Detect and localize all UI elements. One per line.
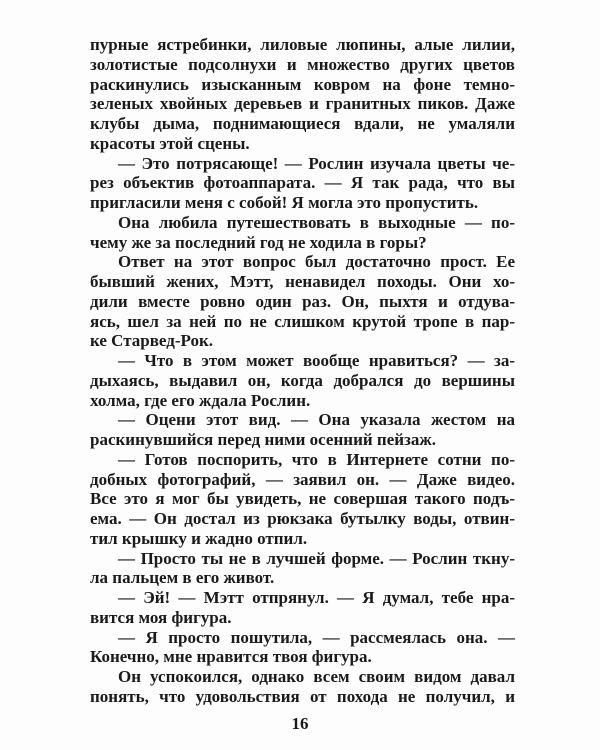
- text-line: понять, что удовольствия от похода не получил, и: [90, 686, 515, 706]
- text-line: — Эй! — Мэтт отпрянул. — Я думал, тебе нра-: [118, 588, 515, 607]
- text-line: Ответ на этот вопрос был достаточно прост. Ее: [118, 252, 515, 272]
- text-line: ке Старвед-Рок.: [90, 331, 214, 351]
- text-line: Конечно, мне нравится твоя фигура.: [90, 647, 372, 667]
- text-line: холма, где его ждала Рослин.: [90, 390, 311, 410]
- text-line: Все это я мог бы увидеть, не совершая такого подъ-: [90, 489, 515, 509]
- text-line: пригласили меня с собой! Я могла это пропустить.: [90, 193, 479, 212]
- text-line: — Это потрясающе! — Рослин изучала цветы че-: [118, 153, 515, 173]
- text-line: — Готов поспорить, что в Интернете сотни по-: [118, 449, 515, 469]
- text-line: дили вместе ровно один раз. Он, пыхтя и отдува-: [90, 291, 515, 311]
- text-line: Она любила путешествовать в выходные — по-: [118, 212, 515, 232]
- text-line: пурные ястребинки, лиловые люпины, алые лилии,: [90, 35, 515, 54]
- text-line: дыхаясь, выдавил он, когда добрался до вершины: [90, 370, 515, 390]
- text-line: добных фотографий, — заявил он. — Даже видео.: [90, 469, 515, 489]
- text-line: раскинувшийся перед ними осенний пейзаж.: [90, 430, 436, 449]
- text-line: — Оцени этот вид. — Она указала жестом на: [118, 410, 515, 430]
- text-line: чему же за последний год не ходила в горы?: [90, 232, 427, 252]
- text-line: клубы дыма, поднимающиеся вдали, не умаляли: [90, 114, 515, 133]
- text-line: зеленых хвойных деревьев и гранитных пиков. Даже: [90, 94, 515, 114]
- body-text: [90, 35, 515, 707]
- text-line: ясь, шел за ней по не слишком крутой тропе в пар-: [90, 311, 515, 331]
- page-number: 16: [291, 714, 309, 733]
- text-line: раскинулись изысканным ковром на фоне темно-: [90, 74, 515, 94]
- text-line: — Что в этом может вообще нравиться? — за-: [118, 351, 515, 370]
- text-line: ла пальцем в его живот.: [90, 568, 275, 588]
- text-line: ема. — Он достал из рюкзака бутылку воды, отвин-: [90, 509, 515, 528]
- text-line: — Просто ты не в лучшей форме. — Рослин ткну-: [118, 548, 515, 568]
- text-line: вится моя фигура.: [90, 607, 232, 627]
- text-line: бывший жених, Мэтт, ненавидел походы. Они хо-: [90, 272, 515, 291]
- text-line: — Я просто пошутила, — рассмеялась она. —: [118, 627, 515, 647]
- text-line: Он успокоился, однако всем своим видом давал: [118, 667, 515, 686]
- text-line: золотистые подсолнухи и множество других цветов: [90, 54, 515, 74]
- text-line: тил крышку и жадно отпил.: [90, 528, 308, 548]
- text-line: рез объектив фотоаппарата. — Я так рада, что вы: [90, 173, 515, 193]
- text-line: красоты этой сцены.: [90, 133, 250, 153]
